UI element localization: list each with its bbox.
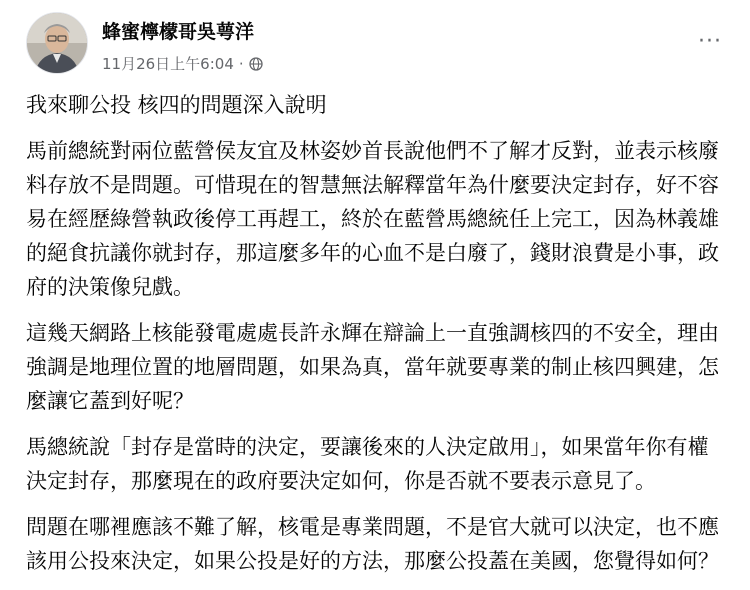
post-meta xyxy=(102,53,263,74)
post-header xyxy=(18,10,732,78)
globe-icon[interactable] xyxy=(249,57,263,71)
meta-separator: · xyxy=(238,54,244,73)
author-avatar[interactable] xyxy=(26,12,88,74)
post-paragraph: 問題在哪裡應該不難了解，核電是專業問題，不是官大就可以決定，也不應該用公投來決定，如果公投是好的方法，那麼公投蓋在美國，您覺得如何？ xyxy=(26,515,719,573)
post-paragraph: 馬總統說「封存是當時的決定，要讓後來的人決定啟用」，如果當年你有權決定封存，那麼現在的政府要決定如何，你是否就不要表示意見了。 xyxy=(26,435,709,493)
post-paragraph: 這幾天網路上核能發電處處長許永輝在辯論上一直強調核四的不安全，理由強調是地理位置的地層問題，如果為真，當年就要專業的制止核四興建，怎麼讓它蓋到好呢？ xyxy=(26,321,719,413)
post-paragraph: 我來聊公投 核四的問題深入說明 xyxy=(26,93,327,117)
post-paragraph: 馬前總統對兩位藍營侯友宜及林姿妙首長說他們不了解才反對，並表示核廢料存放不是問題。可惜現在的智慧無法解釋當年為什麼要決定封存，好不容易在經歷綠營執政後停工再趕工，終於在藍營馬總統任上完工，因為林義雄的絕食抗議你就封存，那這麼多年的心血不是白廢了，錢財浪費是小事，政府的決策像兒戲。 xyxy=(26,139,719,299)
avatar-photo xyxy=(27,13,87,73)
more-options-button[interactable] xyxy=(692,28,728,56)
post-body xyxy=(26,88,726,590)
post-timestamp[interactable]: 11月26日上午6:04 xyxy=(102,55,234,73)
more-options-icon: ··· xyxy=(698,29,722,54)
author-name[interactable]: 蜂蜜檸檬哥吳萼洋 xyxy=(102,21,255,43)
